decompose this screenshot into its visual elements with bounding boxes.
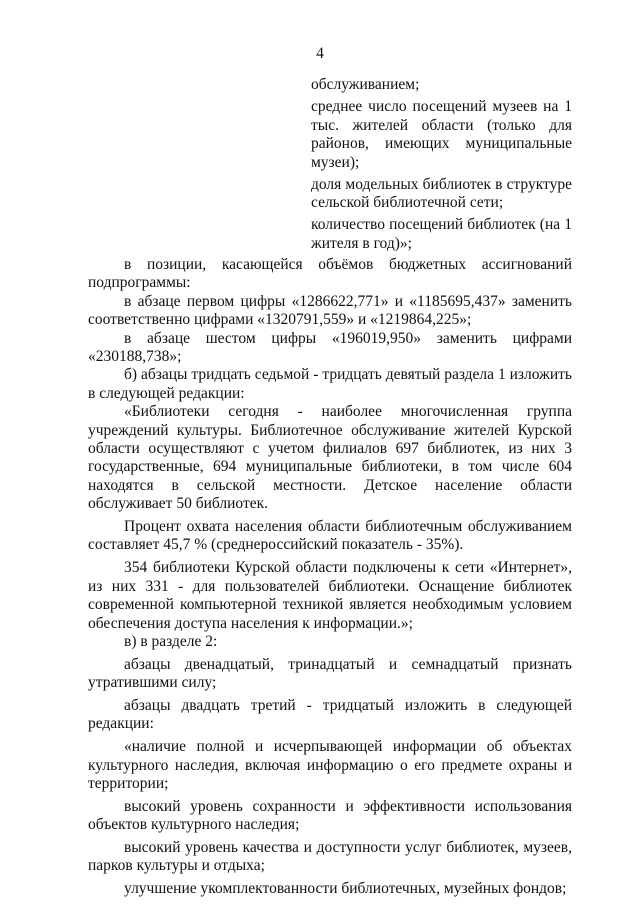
paragraph: б) абзацы тридцать седьмой - тридцать девятый раздела 1 изложить в следующей редакции: — [88, 366, 572, 402]
paragraph: Процент охвата населения области библиотечным обслуживанием составляет 45,7 % (среднероссийский показатель - 35%). — [88, 518, 572, 554]
paragraph: в) в разделе 2: — [124, 632, 218, 650]
paragraph: «Библиотеки сегодня - наиболее многочисленная группа учреждений культуры. Библиотечное обслуживание жителей Курской области осуществляют с учетом филиалов 697 библиотек, из них 3 государственные, 694 муниципальные библиотеки, в том числе 604 находятся в сельской местности. Детское население области обслуживает 50 библиотек. — [88, 403, 572, 513]
paragraph: в абзаце первом цифры «1286622,771» и «1185695,437» заменить соответственно цифрами «1320791,559» и «1219864,225»; — [88, 292, 572, 329]
paragraph: абзацы двенадцатый, тринадцатый и семнадцатый признать утратившими силу; — [88, 655, 572, 692]
paragraph: абзацы двадцать третий - тридцатый изложить в следующей редакции: — [88, 696, 572, 733]
paragraph: высокий уровень сохранности и эффективности использования объектов культурного наследия; — [88, 797, 572, 834]
paragraph: 354 библиотеки Курской области подключены к сети «Интернет», из них 331 - для пользователей библиотеки. Оснащение библиотек современной компьютерной техникой является необходимым условием обеспечения доступа населения к информации.»; — [88, 559, 572, 632]
paragraph: «наличие полной и исчерпывающей информации об объектах культурного наследия, включая информацию о его предмете охраны и территории; — [88, 738, 572, 792]
quote-line: доля модельных библиотек в структуре сельской библиотечной сети; — [311, 175, 572, 211]
page-number: 4 — [316, 45, 324, 62]
quoted-indicators-block — [311, 76, 572, 257]
paragraph: в позиции, касающейся объёмов бюджетных ассигнований подпрограммы: — [88, 256, 572, 292]
paragraph: улучшение укомплектованности библиотечных, музейных фондов; — [124, 880, 567, 898]
quote-line: обслуживанием; — [311, 76, 420, 93]
document-body — [88, 256, 572, 903]
paragraph: в абзаце шестом цифры «196019,950» заменить цифрами «230188,738»; — [88, 329, 572, 366]
quote-line: среднее число посещений музеев на 1 тыс. жителей области (только для районов, имеющих муниципальные музеи); — [311, 98, 572, 171]
quote-line: количество посещений библиотек (на 1 жителя в год)»; — [311, 216, 572, 252]
paragraph: высокий уровень качества и доступности услуг библиотек, музеев, парков культуры и отдыха; — [88, 838, 572, 875]
